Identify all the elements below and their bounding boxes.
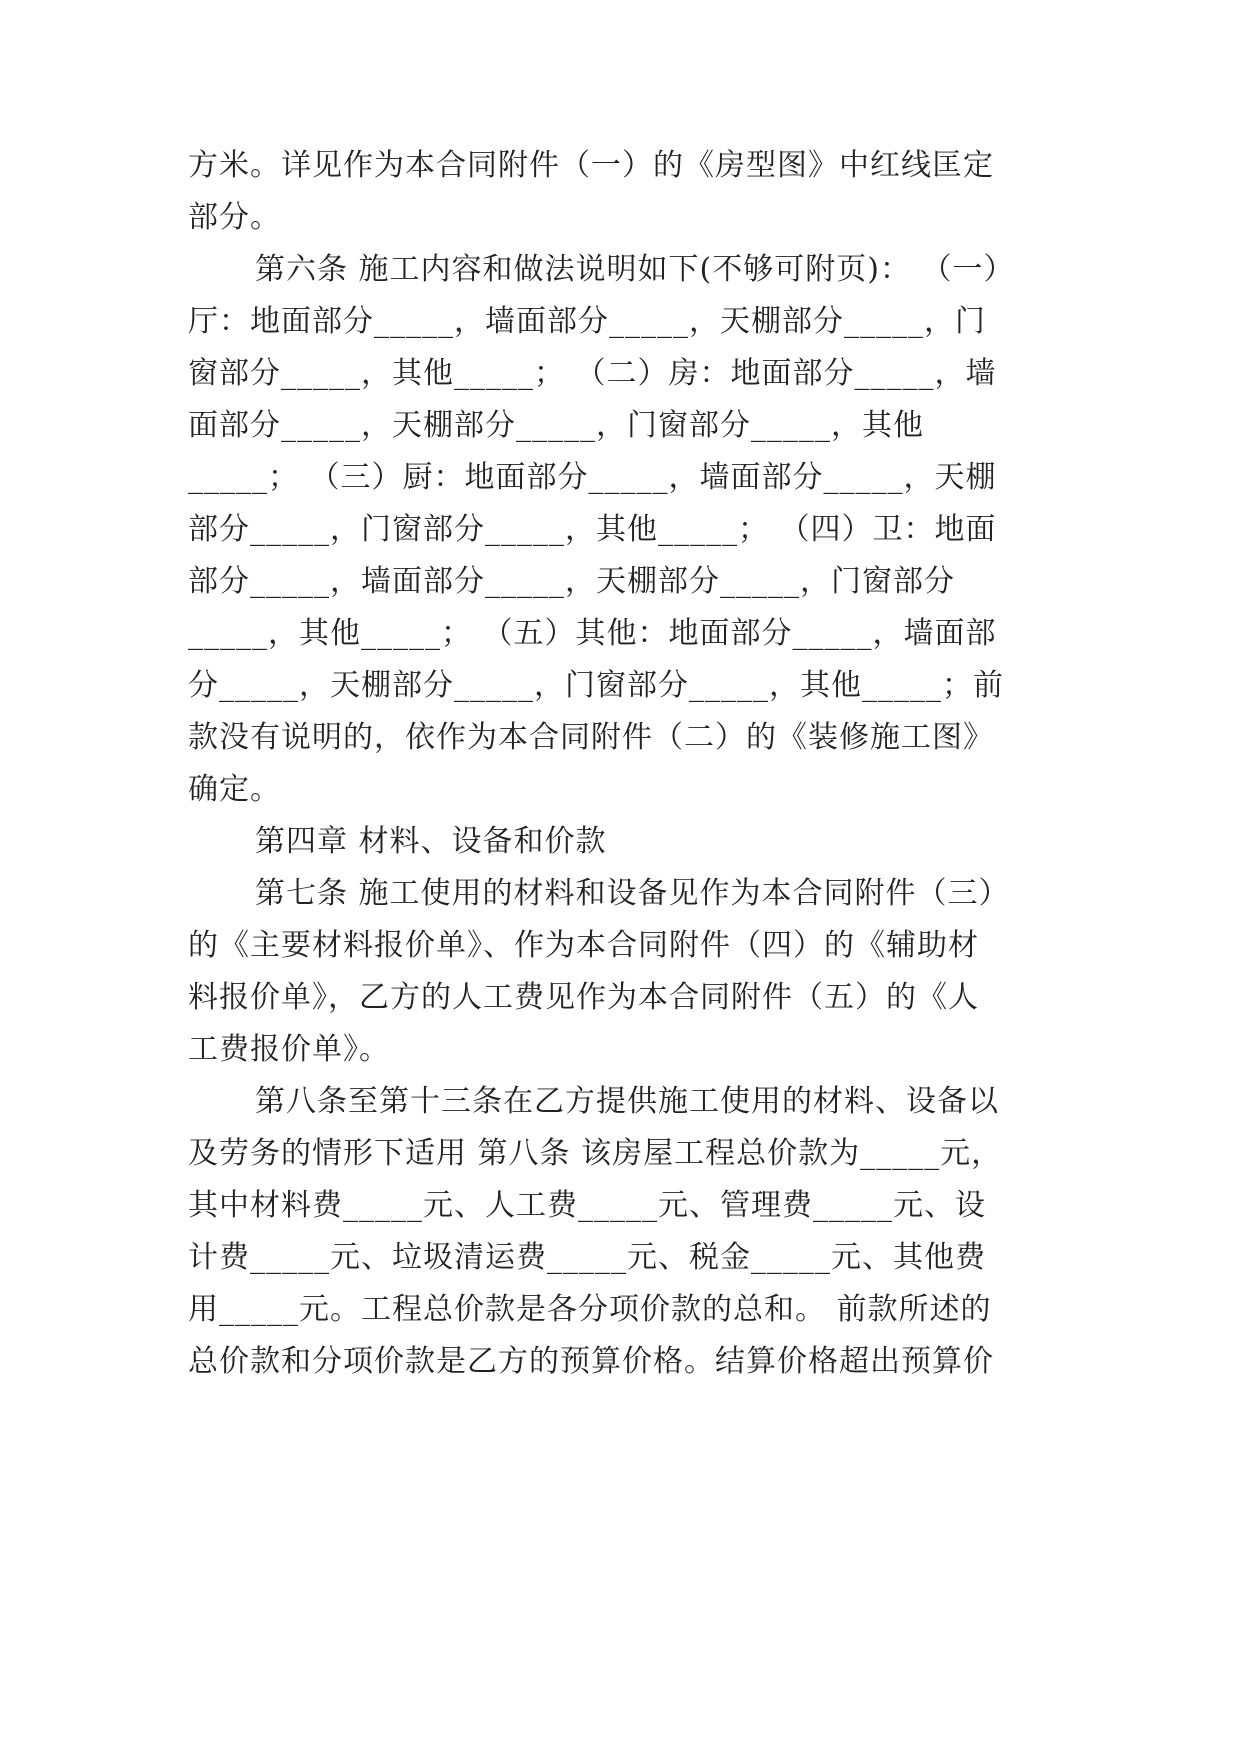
text-line: 第八条至第十三条在乙方提供施工使用的材料、设备以 (255, 1084, 999, 1119)
text-line: 部分。 (188, 200, 281, 235)
text-line: 款没有说明的，依作为本合同附件（二）的《装修施工图》 (188, 720, 994, 755)
text-line: 确定。 (188, 772, 281, 807)
text-line: 总价款和分项价款是乙方的预算价格。结算价格超出预算价 (188, 1344, 994, 1379)
text-line: 料报价单》，乙方的人工费见作为本合同附件（五）的《人 (188, 980, 979, 1015)
text-line: 部分_____，墙面部分_____，天棚部分_____，门窗部分 (188, 564, 955, 599)
text-line: 其中材料费_____元、人工费_____元、管理费_____元、设 (188, 1188, 986, 1223)
chapter-heading: 第四章 材料、设备和价款 (255, 824, 607, 859)
text-line: _____，其他_____； （五）其他：地面部分_____，墙面部 (188, 616, 997, 651)
text-line: 窗部分_____，其他_____； （二）房：地面部分_____，墙 (188, 356, 997, 391)
text-line: 方米。详见作为本合同附件（一）的《房型图》中红线匡定 (188, 148, 994, 183)
text-line: 面部分_____，天棚部分_____，门窗部分_____，其他 (188, 408, 924, 443)
text-line: 及劳务的情形下适用 第八条 该房屋工程总价款为_____元， (188, 1136, 1003, 1171)
text-line: 计费_____元、垃圾清运费_____元、税金_____元、其他费 (188, 1240, 986, 1275)
text-line: 用_____元。工程总价款是各分项价款的总和。 前款所述的 (188, 1292, 992, 1327)
text-line: 第六条 施工内容和做法说明如下(不够可附页)： （一） (255, 252, 1015, 287)
text-line: 部分_____，门窗部分_____，其他_____； （四）卫：地面 (188, 512, 997, 547)
text-line: 工费报价单》。 (188, 1032, 390, 1067)
text-line: 的《主要材料报价单》、作为本合同附件（四）的《辅助材 (188, 928, 979, 963)
text-line: _____； （三）厨：地面部分_____，墙面部分_____，天棚 (188, 460, 997, 495)
text-line: 第七条 施工使用的材料和设备见作为本合同附件（三） (255, 876, 1010, 911)
text-line: 厅：地面部分_____，墙面部分_____，天棚部分_____，门 (188, 304, 986, 339)
text-line: 分_____，天棚部分_____，门窗部分_____，其他_____；前 (188, 668, 1004, 703)
